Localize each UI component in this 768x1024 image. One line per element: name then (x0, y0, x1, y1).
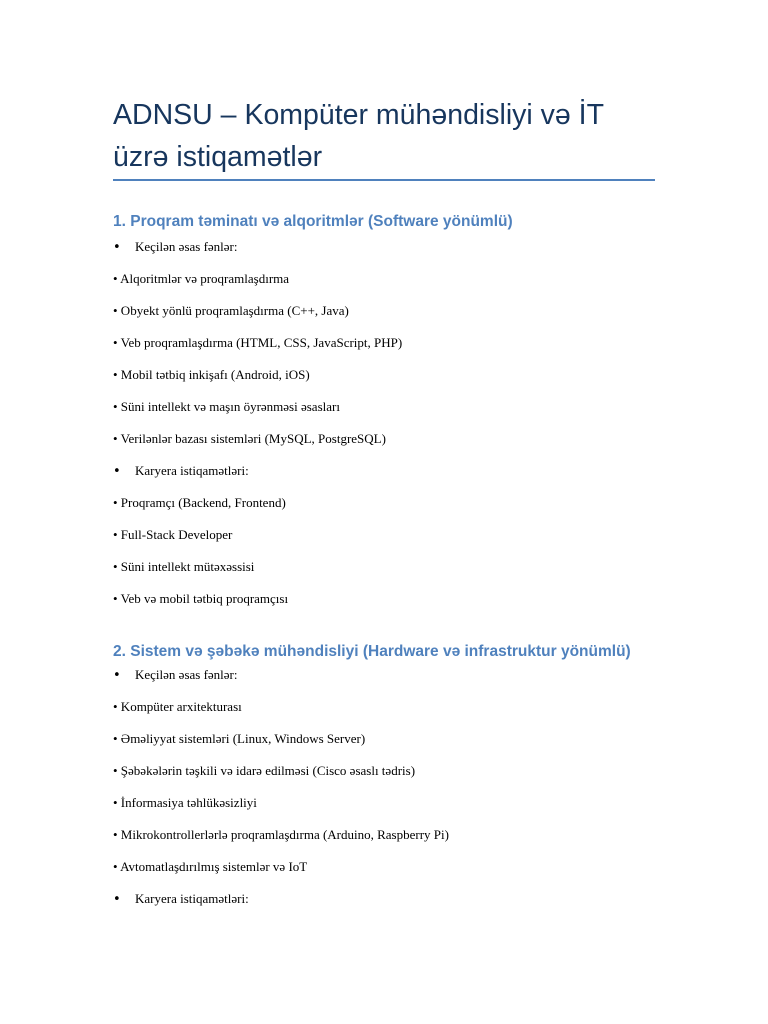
bullet-icon: • (113, 892, 121, 907)
careers-label-text: Karyera istiqamətləri: (135, 891, 249, 906)
list-item: • Obyekt yönlü proqramlaşdırma (C++, Java) (113, 303, 349, 318)
courses-label-hardware (113, 667, 238, 684)
list-item: • Veb proqramlaşdırma (HTML, CSS, JavaScript, PHP) (113, 335, 403, 350)
list-item: • Full-Stack Developer (113, 527, 233, 542)
title-underline (113, 179, 655, 181)
careers-label-software (113, 463, 249, 480)
list-item: • Alqoritmlər və proqramlaşdırma (113, 271, 290, 286)
courses-label-text: Keçilən əsas fənlər: (135, 239, 238, 254)
list-item: • Proqramçı (Backend, Frontend) (113, 495, 286, 510)
list-item: • Mobil tətbiq inkişafı (Android, iOS) (113, 367, 310, 382)
bullet-icon: • (113, 668, 121, 683)
list-item: • Kompüter arxitekturası (113, 699, 242, 714)
page-title: ADNSU – Kompüter mühəndisliyi və İT üzrə istiqamətlər (113, 99, 604, 173)
list-item: • Süni intellekt mütəxəssisi (113, 559, 255, 574)
list-item: • Verilənlər bazası sistemləri (MySQL, PostgreSQL) (113, 431, 386, 446)
section-heading-hardware: 2. Sistem və şəbəkə mühəndisliyi (Hardware və infrastruktur yönümlü) (113, 643, 631, 660)
careers-label-text: Karyera istiqamətləri: (135, 463, 249, 478)
list-item: • Əməliyyat sistemləri (Linux, Windows Server) (113, 731, 366, 746)
courses-label-text: Keçilən əsas fənlər: (135, 667, 238, 682)
list-item: • Veb və mobil tətbiq proqramçısı (113, 591, 289, 606)
list-item: • İnformasiya təhlükəsizliyi (113, 795, 257, 810)
list-item: • Avtomatlaşdırılmış sistemlər və IoT (113, 859, 308, 874)
list-item: • Şəbəkələrin təşkili və idarə edilməsi (Cisco əsaslı tədris) (113, 763, 416, 778)
section-heading-software: 1. Proqram təminatı və alqoritmlər (Software yönümlü) (113, 213, 513, 230)
bullet-icon: • (113, 464, 121, 479)
careers-label-hardware (113, 891, 249, 908)
courses-label-software (113, 239, 238, 256)
list-item: • Süni intellekt və maşın öyrənməsi əsasları (113, 399, 340, 414)
bullet-icon: • (113, 240, 121, 255)
list-item: • Mikrokontrollerlərlə proqramlaşdırma (Arduino, Raspberry Pi) (113, 827, 449, 842)
